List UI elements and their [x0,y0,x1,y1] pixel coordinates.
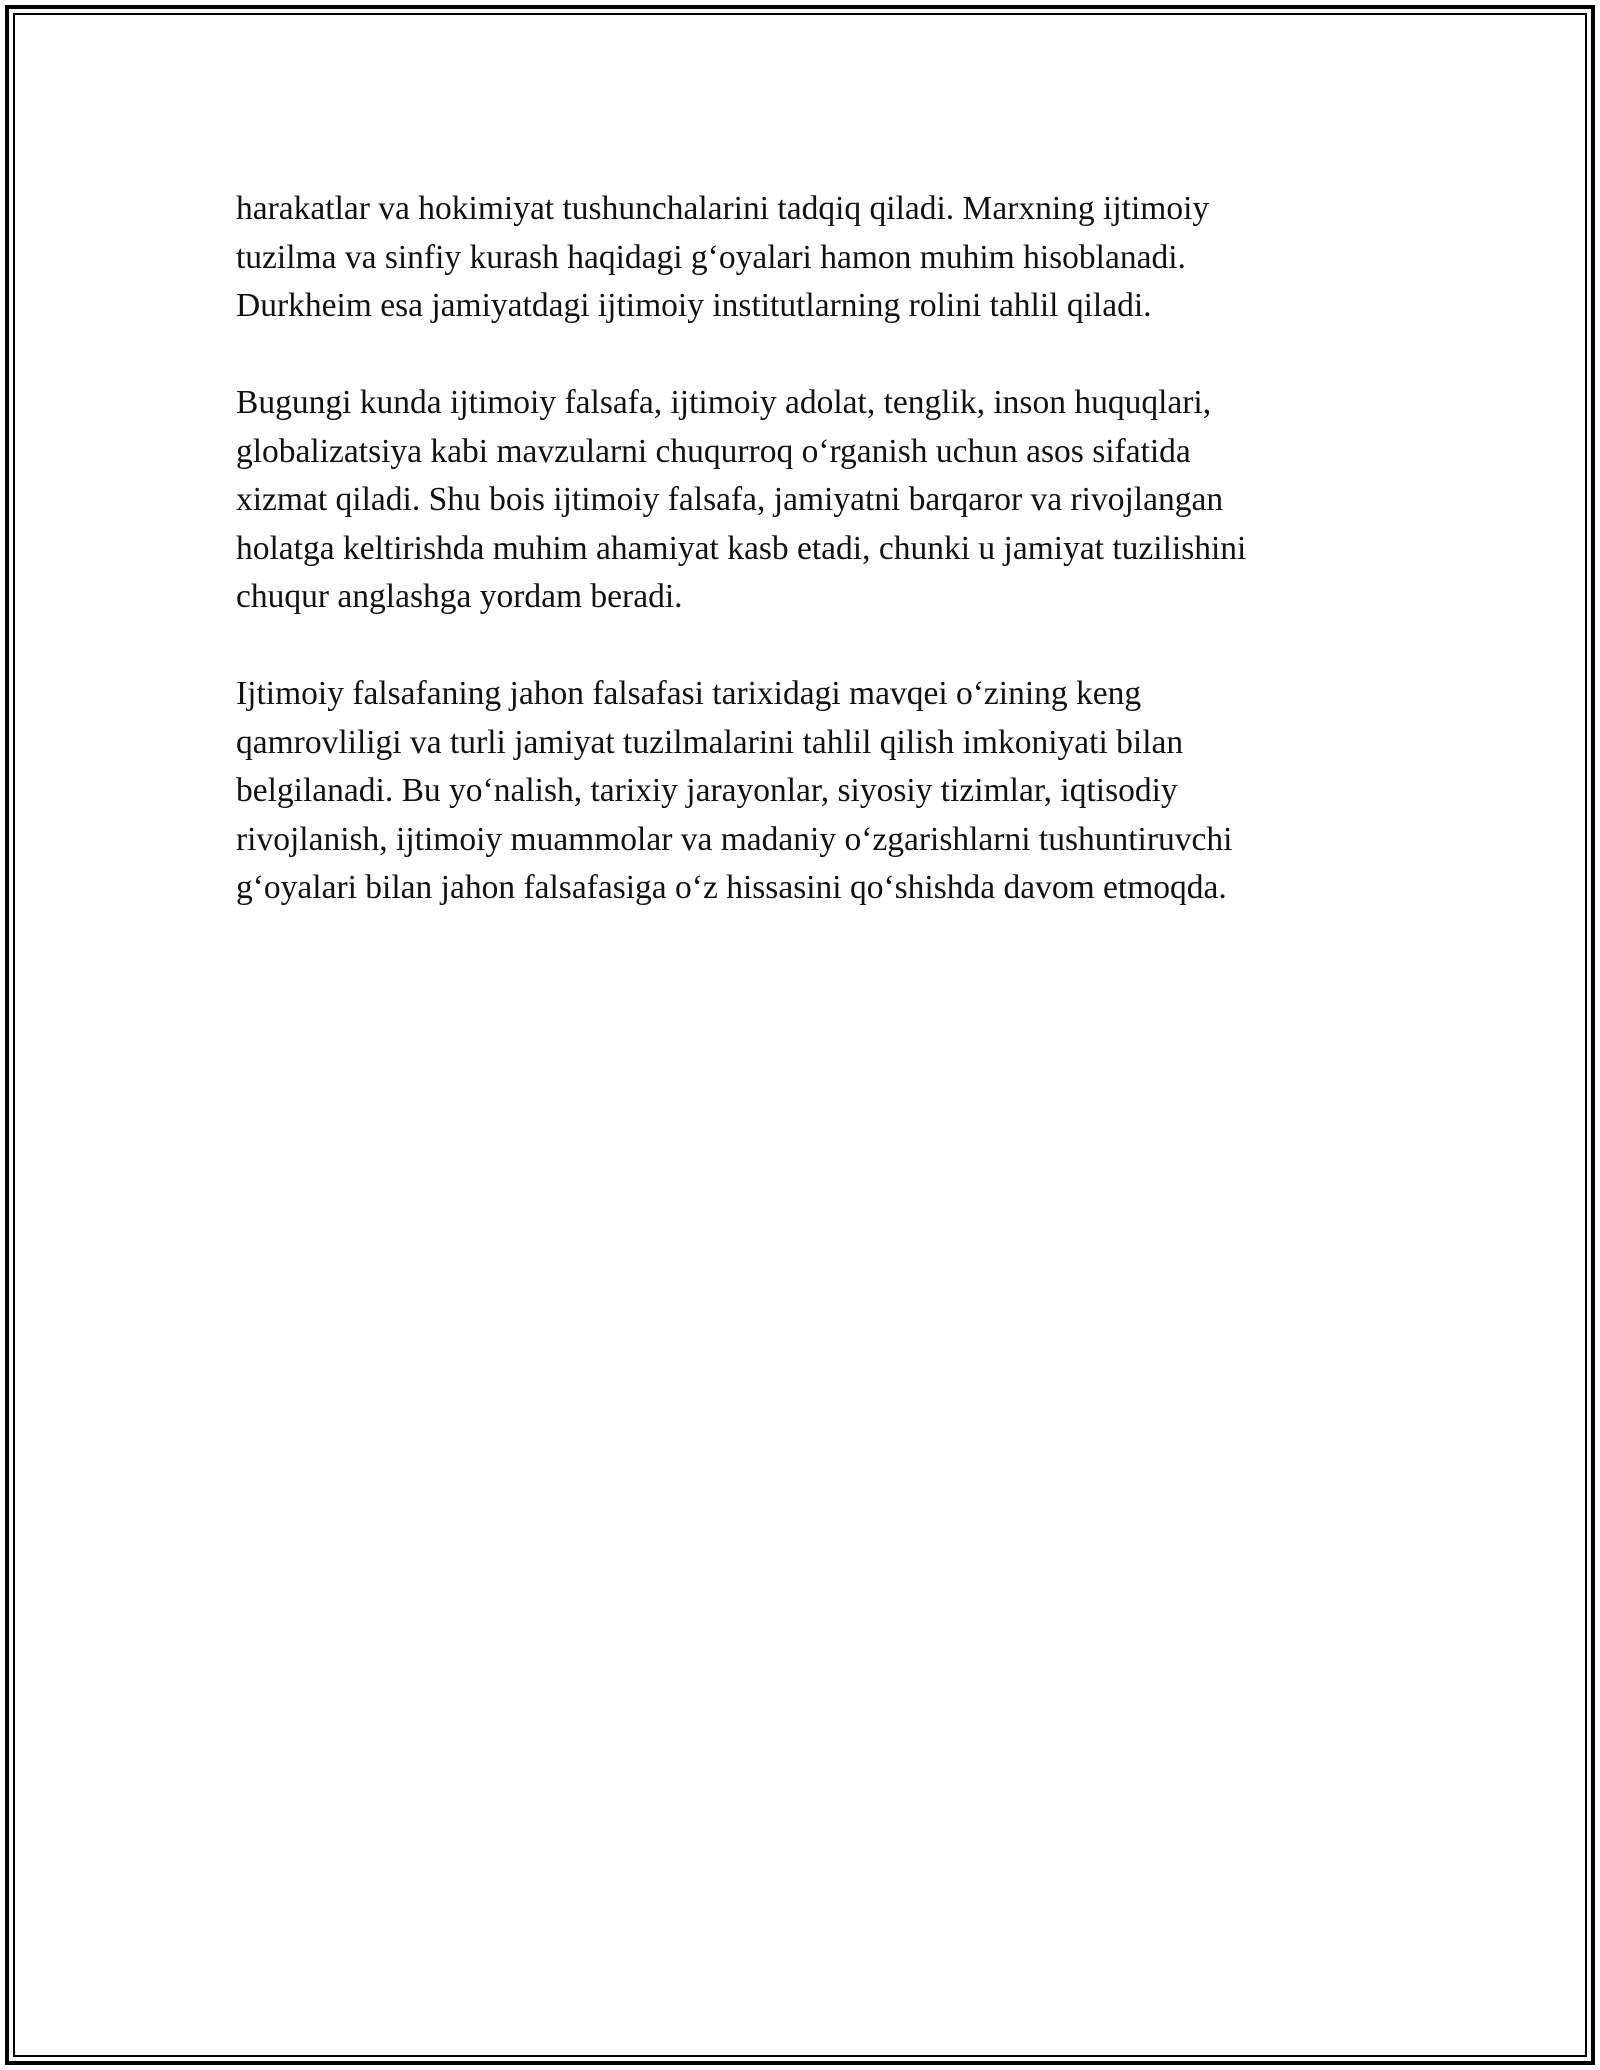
paragraph-1 [236,185,1366,331]
text-line: Ijtimoiy falsafaning jahon falsafasi tarixidagi mavqei o‘zining keng [236,675,1142,712]
document-body [236,185,1366,961]
text-line: chuqur anglashga yordam beradi. [236,578,683,615]
text-line: tuzilma va sinfiy kurash haqidagi g‘oyalari hamon muhim hisoblanadi. [236,238,1186,276]
text-line: harakatlar va hokimiyat tushunchalarini tadqiq qiladi. Marxning ijtimoiy [236,190,1210,227]
text-line: g‘oyalari bilan jahon falsafasiga o‘z hissasini qo‘shishda davom etmoqda. [236,869,1227,906]
text-line: rivojlanish, ijtimoiy muammolar va madaniy o‘zgarishlarni tushuntiruvchi [236,820,1233,858]
paragraph-2 [236,379,1366,622]
text-line: qamrovliligi va turli jamiyat tuzilmalarini tahlil qilish imkoniyati bilan [236,723,1184,761]
text-line: Bugungi kunda ijtimoiy falsafa, ijtimoiy adolat, tenglik, inson huquqlari, [236,384,1212,421]
text-line: Durkheim esa jamiyatdagi ijtimoiy institutlarning rolini tahlil qiladi. [236,287,1152,324]
text-line: belgilanadi. Bu yo‘nalish, tarixiy jarayonlar, siyosiy tizimlar, iqtisodiy [236,772,1178,809]
text-line: xizmat qiladi. Shu bois ijtimoiy falsafa, jamiyatni barqaror va rivojlangan [236,481,1224,518]
text-line: holatga keltirishda muhim ahamiyat kasb etadi, chunki u jamiyat tuzilishini [236,529,1247,567]
paragraph-3 [236,670,1366,913]
text-line: globalizatsiya kabi mavzularni chuqurroq o‘rganish uchun asos sifatida [236,432,1191,470]
